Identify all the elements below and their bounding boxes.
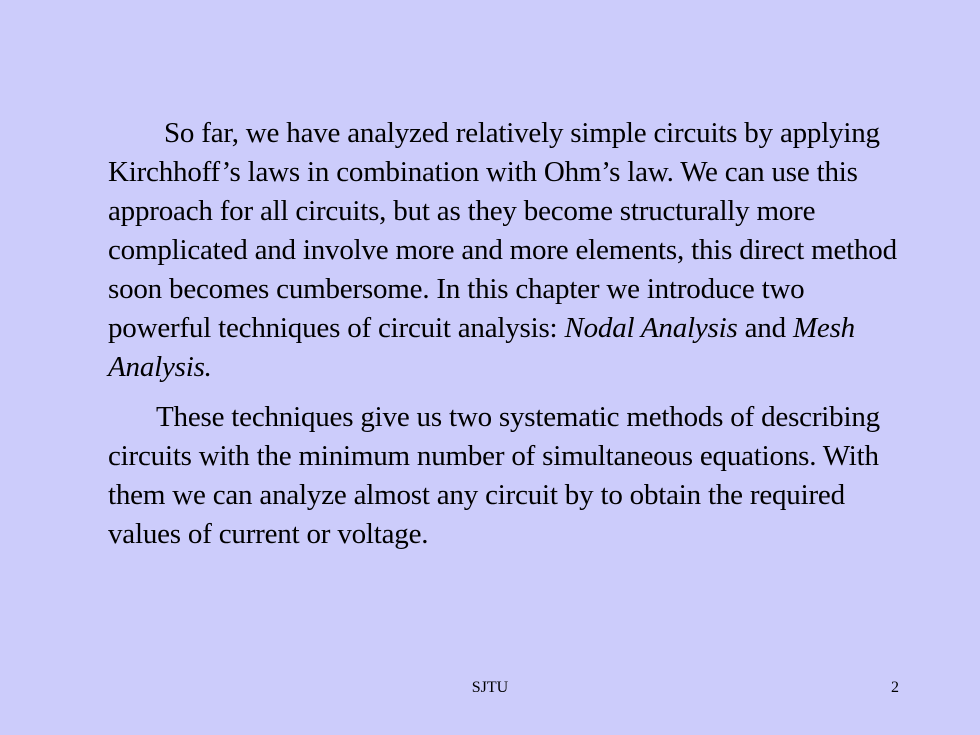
closing-period: . xyxy=(204,351,212,383)
slide-body xyxy=(108,114,898,554)
term-mesh-analysis: Mesh Analysis xyxy=(108,312,855,383)
term-nodal-analysis: Nodal Analysis xyxy=(564,312,738,344)
paragraph-intro xyxy=(108,114,898,387)
page-number: 2 xyxy=(891,679,899,696)
conjunction-text: and xyxy=(737,312,793,344)
footer-label: SJTU xyxy=(471,679,509,696)
paragraph-techniques: These techniques give us two systematic methods of describing circuits with the minimum number of simultaneous equations. With them we can analyze almost any circuit by to obtain the required values of current or voltage. xyxy=(108,401,880,550)
paragraph-intro-text: So far, we have analyzed relatively simple circuits by applying Kirchhoff’s laws in combination with Ohm’s law. We can use this approach for all circuits, but as they become structurally more complicated and involve more and more elements, this direct method soon becomes cumbersome. In this chapter we introduce two powerful techniques of circuit analysis: xyxy=(108,117,897,344)
